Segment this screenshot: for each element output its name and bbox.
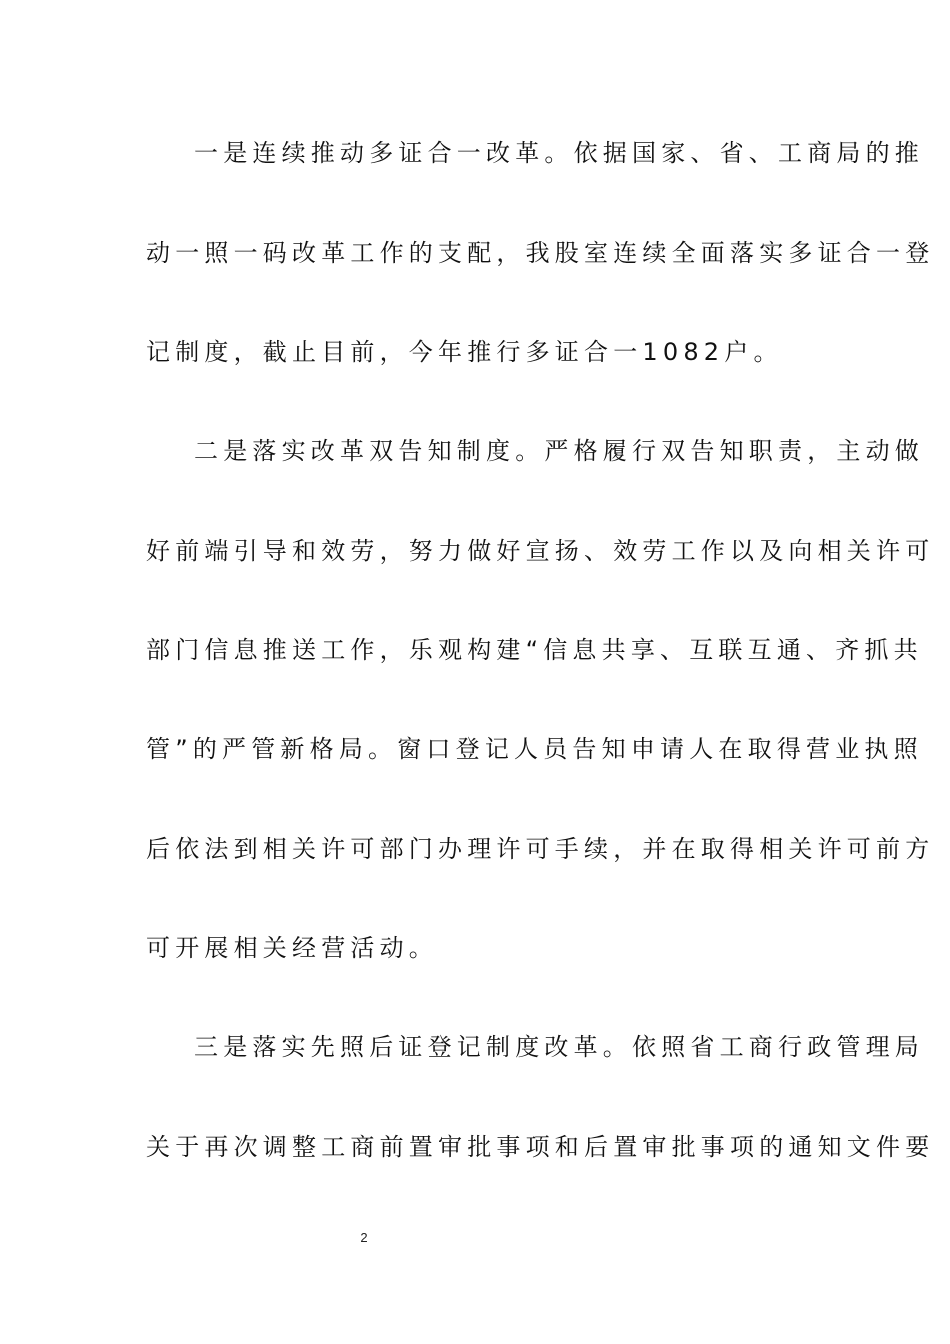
- paragraph-3-line-1: 三是落实先照后证登记制度改革。依照省工商行政管理局: [194, 1033, 924, 1061]
- paragraph-3-line-2: 关于再次调整工商前置审批事项和后置审批事项的通知文件要: [146, 1133, 935, 1161]
- paragraph-2-line-1: 二是落实改革双告知制度。严格履行双告知职责，主动做: [194, 437, 924, 465]
- paragraph-1-line-2: 动一照一码改革工作的支配，我股室连续全面落实多证合一登: [146, 239, 935, 267]
- paragraph-2-line-2: 好前端引导和效劳，努力做好宣扬、效劳工作以及向相关许可: [146, 537, 935, 565]
- paragraph-2-line-6: 可开展相关经营活动。: [146, 934, 438, 962]
- paragraph-1-line-3: 记制度，截止目前，今年推行多证合一1082户。: [146, 338, 783, 366]
- paragraph-1-line-1: 一是连续推动多证合一改革。依据国家、省、工商局的推: [194, 139, 924, 167]
- page-number: 2: [360, 1230, 368, 1245]
- paragraph-2-line-4: 管”的严管新格局。窗口登记人员告知申请人在取得营业执照: [146, 735, 923, 763]
- paragraph-2-line-3: 部门信息推送工作，乐观构建“信息共享、互联互通、齐抓共: [146, 636, 923, 664]
- paragraph-2-line-5: 后依法到相关许可部门办理许可手续，并在取得相关许可前方: [146, 835, 935, 863]
